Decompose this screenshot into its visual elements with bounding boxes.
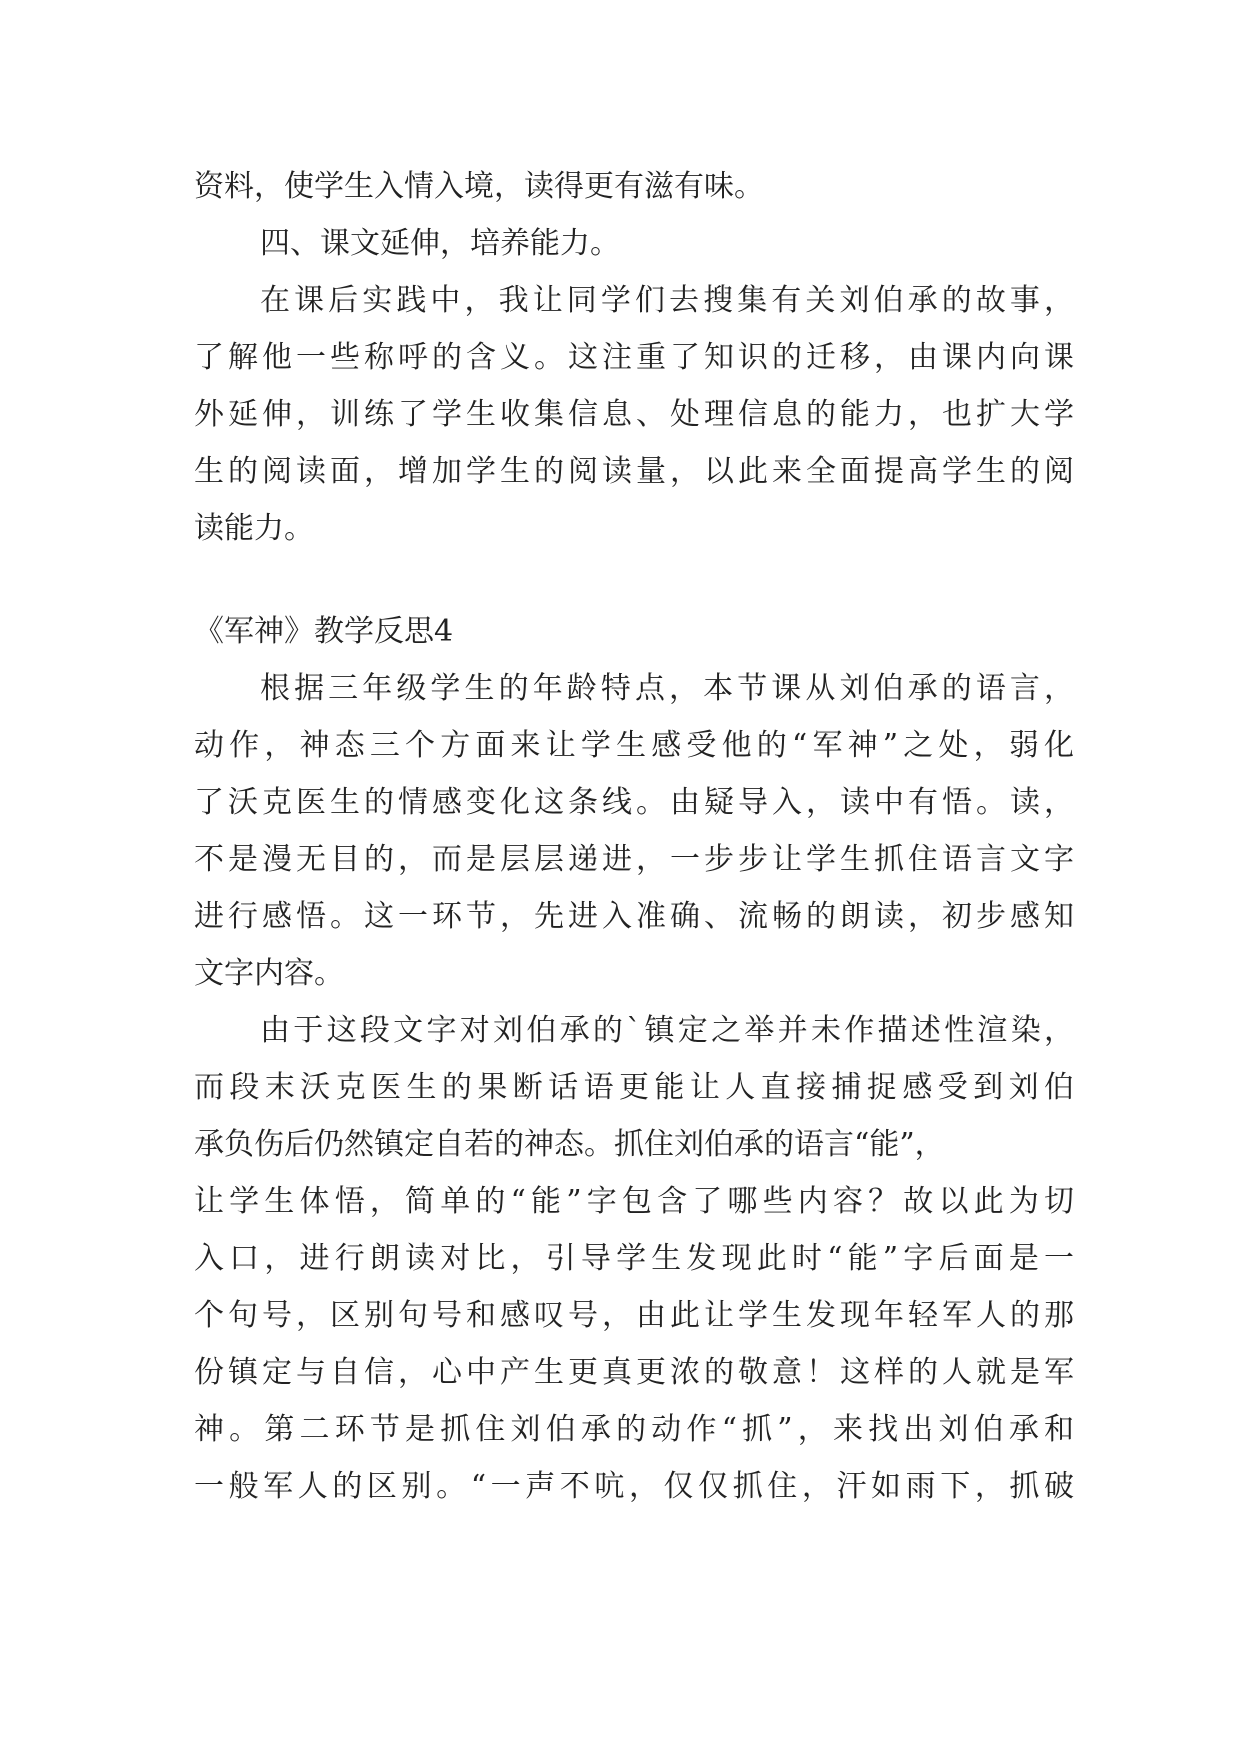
paragraph-line: 承负伤后仍然镇定自若的神态。抓住刘伯承的语言“能”， bbox=[194, 1127, 945, 1162]
paragraph-line: 个句号，区别句号和感叹号，由此让学生发现年轻军人的那 bbox=[194, 1298, 1074, 1333]
paragraph-line: 不是漫无目的，而是层层递进，一步步让学生抓住语言文字 bbox=[194, 842, 1074, 877]
paragraph-line: 了解他一些称呼的含义。这注重了知识的迁移，由课内向课 bbox=[194, 340, 1074, 375]
paragraph-line: 进行感悟。这一环节，先进入准确、流畅的朗读，初步感知 bbox=[194, 899, 1074, 934]
paragraph-line: 根据三年级学生的年龄特点，本节课从刘伯承的语言， bbox=[260, 671, 1074, 706]
paragraph-line: 生的阅读面，增加学生的阅读量，以此来全面提高学生的阅 bbox=[194, 454, 1074, 489]
section-b-text bbox=[194, 603, 1074, 1515]
paragraph-line: 资料，使学生入情入境，读得更有滋有味。 bbox=[194, 169, 764, 204]
paragraph-line: 外延伸，训练了学生收集信息、处理信息的能力，也扩大学 bbox=[194, 397, 1074, 432]
section-title: 《军神》教学反思4 bbox=[194, 614, 454, 649]
section-a-text bbox=[194, 158, 1074, 557]
paragraph-line: 在课后实践中，我让同学们去搜集有关刘伯承的故事， bbox=[260, 283, 1074, 318]
paragraph-line: 让学生体悟，简单的“能”字包含了哪些内容？故以此为切 bbox=[194, 1184, 1074, 1219]
paragraph-line: 神。第二环节是抓住刘伯承的动作“抓”，来找出刘伯承和 bbox=[194, 1412, 1074, 1447]
paragraph-line: 文字内容。 bbox=[194, 956, 344, 991]
paragraph-line: 入口，进行朗读对比，引导学生发现此时“能”字后面是一 bbox=[194, 1241, 1074, 1276]
paragraph-line: 了沃克医生的情感变化这条线。由疑导入，读中有悟。读， bbox=[194, 785, 1074, 820]
paragraph-line: 而段末沃克医生的果断话语更能让人直接捕捉感受到刘伯 bbox=[194, 1070, 1074, 1105]
paragraph-line: 份镇定与自信，心中产生更真更浓的敬意！这样的人就是军 bbox=[194, 1355, 1074, 1390]
paragraph-line: 动作，神态三个方面来让学生感受他的“军神”之处，弱化 bbox=[194, 728, 1074, 763]
section-heading: 四、课文延伸，培养能力。 bbox=[260, 226, 620, 261]
paragraph-line: 由于这段文字对刘伯承的`镇定之举并未作描述性渲染， bbox=[260, 1013, 1074, 1048]
paragraph-line: 读能力。 bbox=[194, 511, 314, 546]
paragraph-line: 一般军人的区别。“一声不吭，仅仅抓住，汗如雨下，抓破 bbox=[194, 1469, 1074, 1504]
